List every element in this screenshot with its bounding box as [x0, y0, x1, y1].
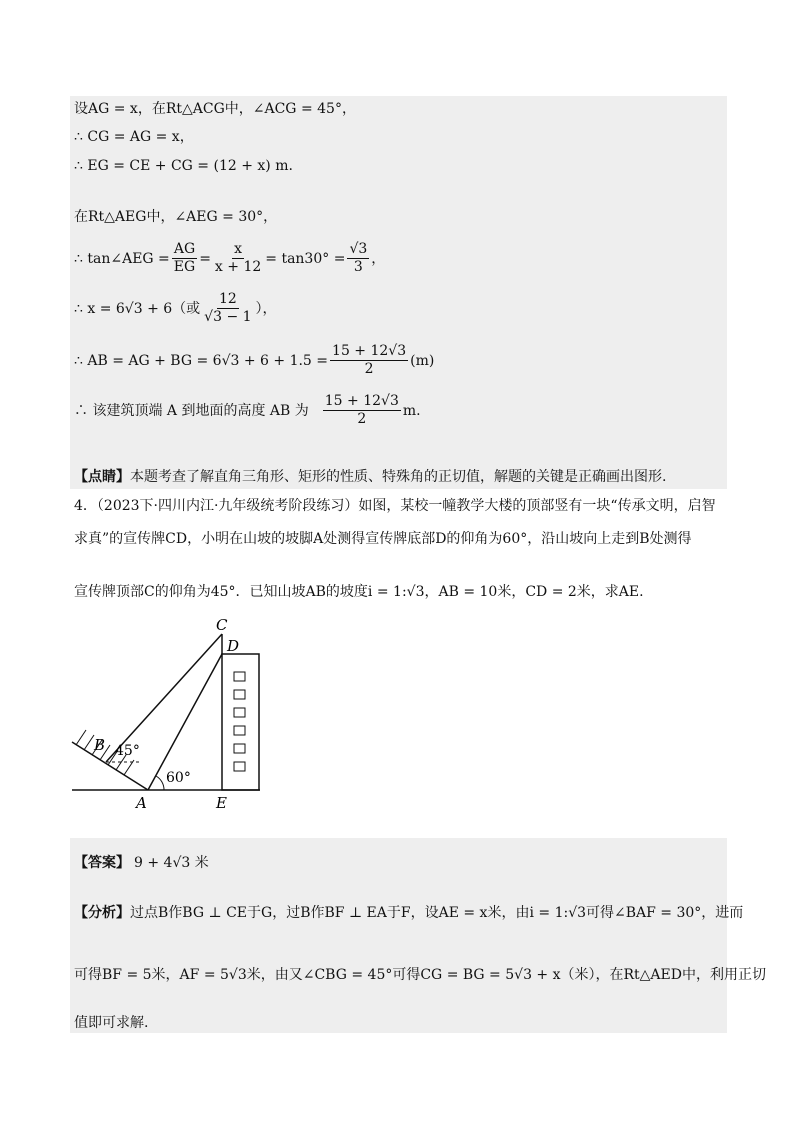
frac-num: x [232, 242, 244, 259]
answer-line [74, 856, 209, 870]
solution-line-4: 在Rt△AEG中，∠AEG = 30°， [74, 209, 278, 225]
solution-line-3: ∴ EG = CE + CG = (12 + x) m. [74, 158, 293, 174]
analysis-line-1 [74, 906, 743, 920]
label-d: D [227, 637, 240, 655]
fraction-sqrt3-3 [347, 242, 369, 276]
analysis-text-1: 过点B作BG ⊥ CE于G，过B作BF ⊥ EA于F，设AE = x米，由i = 1:√3可得∠BAF = 30°，进而 [130, 905, 744, 921]
building-windows [234, 672, 245, 771]
dianjing-line [74, 470, 666, 484]
problem-line-2: 求真”的宣传牌CD，小明在山坡的坡脚A处测得宣传牌底部D的仰角为60°，沿山坡向上走到B处测得 [74, 531, 692, 547]
problem-line-1: 4．（2023下·四川内江·九年级统考阶段练习）如图，某校一幢教学大楼的顶部竖有一块“传承文明，启智 [74, 498, 716, 514]
solution-line-1: 设AG = x，在Rt△ACG中，∠ACG = 45°， [74, 101, 356, 117]
angle-arc-60 [156, 776, 164, 790]
label-c: C [216, 616, 228, 634]
solution-line-8 [74, 394, 421, 428]
unit: (m) [410, 352, 435, 369]
unit: m. [402, 402, 421, 419]
dianjing-text: 本题考查了解直角三角形、矩形的性质、特殊角的正切值，解题的关键是正确画出图形. [130, 469, 667, 485]
fraction-x-x12 [213, 242, 263, 276]
frac-den: 2 [364, 361, 374, 378]
analysis-line-3: 值即可求解. [74, 1015, 149, 1031]
solution-line-2: ∴ CG = AG = x， [74, 129, 194, 145]
equals: = [199, 250, 211, 267]
analysis-line-2: 可得BF = 5米，AF = 5√3米，由又∠CBG = 45°可得CG = BG = 5√3 + x（米），在Rt△AED中，利用正切 [74, 967, 766, 983]
frac-den: 3 [353, 259, 363, 276]
building [222, 654, 259, 790]
x-suffix: ）， [255, 300, 277, 317]
x-value: ∴ x = 6√3 + 6（或 [74, 300, 201, 317]
frac-den: EG [173, 259, 196, 276]
label-a: A [136, 794, 147, 812]
tan30-text: = tan30° = [265, 250, 346, 267]
frac-den: x + 12 [214, 259, 262, 276]
conclusion: ∴ 该建筑顶端 A 到地面的高度 AB 为 [74, 402, 309, 419]
answer-value: 9 + 4√3 米 [134, 855, 209, 871]
frac-num: √3 [347, 242, 369, 259]
problem-line-3: 宣传牌顶部C的仰角为45°．已知山坡AB的坡度i = 1:√3，AB = 10米，CD = 2米，求AE. [74, 584, 644, 600]
frac-num: 15 + 12√3 [323, 394, 401, 411]
label-b: B [94, 736, 106, 754]
fraction-12 [202, 292, 253, 326]
analysis-tag: 【分析】 [74, 905, 130, 921]
tan-prefix: ∴ tan∠AEG = [74, 250, 170, 267]
ab-value: ∴ AB = AG + BG = 6√3 + 6 + 1.5 = [74, 352, 329, 369]
label-e: E [216, 794, 227, 812]
frac-den: 2 [357, 411, 367, 428]
angle-60-label: 60° [166, 770, 191, 786]
dianjing-tag: 【点睛】 [74, 469, 130, 485]
frac-num: 12 [217, 292, 239, 309]
solution-line-5: ∴ tan∠AEG = $\frac{AG}{EG}$ = $\frac{x}{x + 12}$ = tan30° = $\frac{√3}{3}$ ， [74, 241, 386, 276]
solution-line-6 [74, 292, 277, 326]
fraction-ag-eg [172, 242, 197, 276]
frac-num: AG [172, 242, 197, 259]
frac-num: 15 + 12√3 [330, 344, 408, 361]
frac-den: √3 − 1 [204, 309, 252, 326]
fraction-ab [330, 344, 408, 378]
angle-45-label: 45° [115, 743, 140, 759]
fraction-height [323, 394, 401, 428]
geometry-figure [60, 610, 280, 820]
solution-line-7 [74, 344, 434, 378]
answer-tag: 【答案】 [74, 855, 130, 871]
